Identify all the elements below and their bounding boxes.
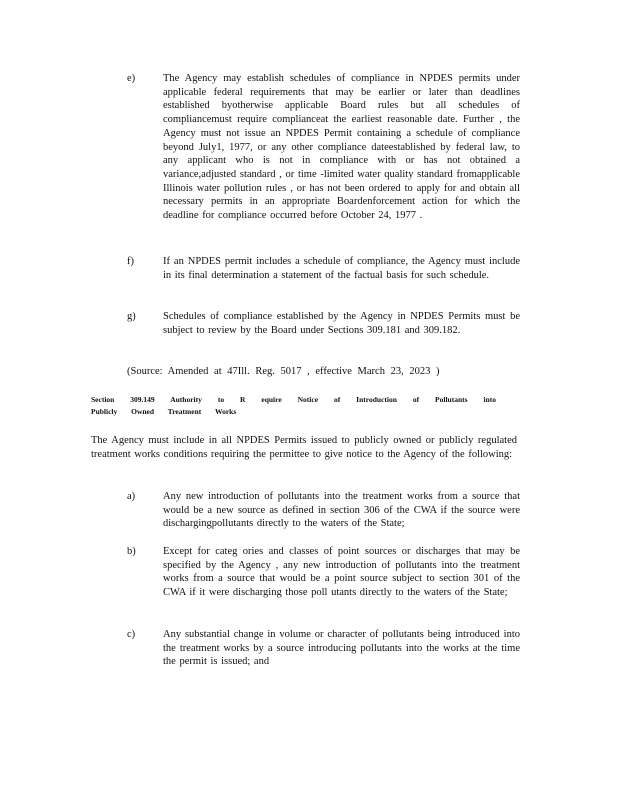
- item-label: f): [127, 256, 134, 267]
- item-label: g): [127, 311, 136, 322]
- item-text: Except for categ ories and classes of point sources or discharges that may be specified by the Agency , any new introduction of pollutants into the treatment works from a source that would be a point source subject to section 301 of the CWA if it were discharging those poll utants directly to the waters of the State;: [163, 546, 520, 599]
- item-label: c): [127, 629, 136, 640]
- item-label: a): [127, 491, 136, 502]
- section-heading: Section 309.149 Authority to R equire Notice of Introduction of Pollutants into Publicly Owned Treatment Works: [91, 395, 496, 416]
- item-text: Schedules of compliance established by the Agency in NPDES Permits must be subject to review by the Board under Sections 309.181 and 309.182.: [163, 311, 520, 336]
- item-label: b): [127, 546, 136, 557]
- source-note: (Source: Amended at 47Ill. Reg. 5017 , effective March 23, 2023 ): [127, 366, 440, 377]
- item-text: Any substantial change in volume or character of pollutants being introduced into the treatment works by a source introducing pollutants into the works at the time the permit is issued; and: [163, 629, 520, 668]
- item-text: If an NPDES permit includes a schedule of compliance, the Agency must include in its final determination a statement of the factual basis for such schedule.: [163, 256, 520, 281]
- item-text: The Agency may establish schedules of compliance in NPDES permits under applicable federal requirements that may be earlier or later than deadlines established byotherwise applicable Board rules but all schedules of compliancemust require complianceat the earliest reasonable date. Further , the Agency must not issue an NPDES Permit containing a schedule of compliance beyond July1, 1977, or any other compliance dateestablished by federal law, to any applicant who is not in compliance with or has not obtained a variance,adjusted standard , or time -limited water quality standard fromapplicable Illinois water pollution rules , or has not been ordered to apply for and obtain all necessary permits in an appropriate Boardenforcement action for which the deadline for compliance occurred before October 24, 1977 .: [163, 73, 520, 222]
- item-text: Any new introduction of pollutants into the treatment works from a source that would be a new source as defined in section 306 of the CWA if the source were dischargingpollutants directly to the waters of the State;: [163, 491, 520, 530]
- intro-paragraph: The Agency must include in all NPDES Permits issued to publicly owned or publicly regulated treatment works conditions requiring the permittee to give notice to the Agency of the following:: [91, 435, 517, 460]
- item-label: e): [127, 73, 136, 84]
